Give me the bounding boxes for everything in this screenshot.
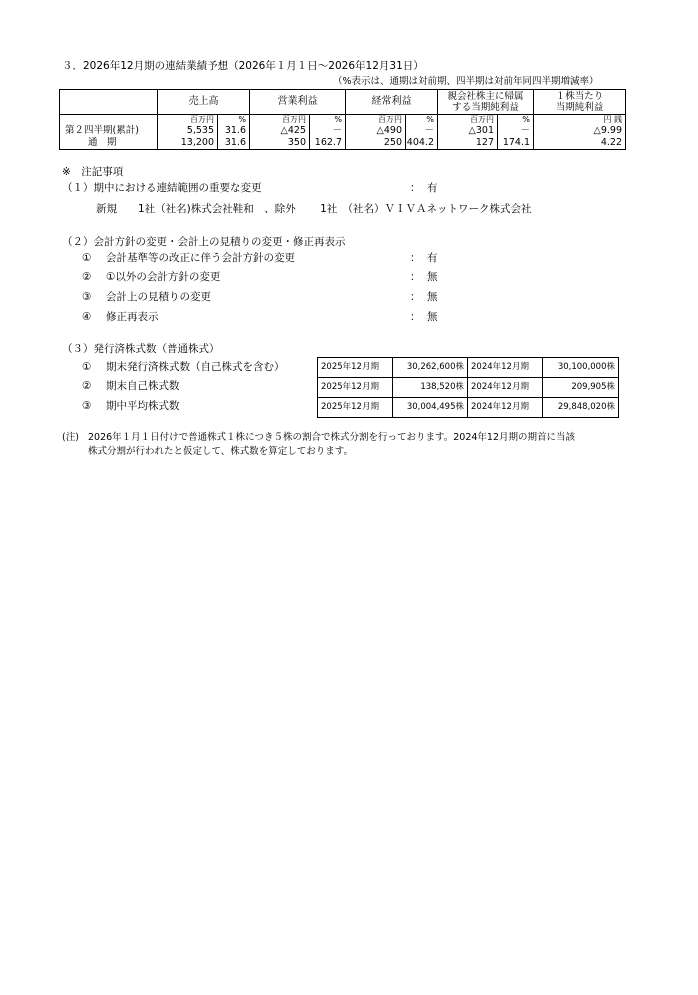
table-row xyxy=(318,378,619,398)
shares-period-prior: 2024年12月期 xyxy=(468,398,543,418)
note-3-1-num: ① xyxy=(82,361,92,373)
shares-table xyxy=(317,357,619,418)
note-2-2-text: ①以外の会計方針の変更 xyxy=(106,271,221,283)
table-row xyxy=(318,358,619,378)
header-eps-line1: １株当たり xyxy=(555,91,604,102)
note-2-1-colon: ： xyxy=(410,252,421,264)
unit-sales: 百万円 xyxy=(158,115,218,126)
net-value: △301 xyxy=(438,125,498,137)
shares-period-prior: 2024年12月期 xyxy=(468,358,543,378)
note-2-3-text: 会計上の見積りの変更 xyxy=(106,291,211,303)
sales-value: 5,535 xyxy=(158,125,218,137)
header-ordinary-profit: 経常利益 xyxy=(346,90,438,115)
note-2-1-num: ① xyxy=(82,252,92,264)
note-3-2-num: ② xyxy=(82,380,92,392)
percent-note: （%表示は、通期は対前期、四半期は対前年同四半期増減率） xyxy=(333,76,599,87)
note-1-colon: ： xyxy=(410,182,421,194)
unit-ord-pct: % xyxy=(406,115,438,126)
unit-op: 百万円 xyxy=(250,115,310,126)
unit-net-pct: % xyxy=(498,115,534,126)
forecast-table xyxy=(59,89,626,150)
table-row xyxy=(318,398,619,418)
row-label: 第２四半期(累計) xyxy=(60,125,158,137)
section-3-title: ３．2026年12月期の連結業績予想（2026年１月１日～2026年12月31日） xyxy=(62,60,424,72)
note-2-2-value: 無 xyxy=(427,271,438,283)
shares-period-current: 2025年12月期 xyxy=(318,398,393,418)
shares-value-current: 138,520株 xyxy=(393,378,468,398)
notes-header: ※ 注記事項 xyxy=(62,166,124,178)
sales-pct: 31.6 xyxy=(218,125,250,137)
note-2-2-num: ② xyxy=(82,271,92,283)
forecast-header-row xyxy=(60,90,626,115)
unit-op-pct: % xyxy=(310,115,346,126)
net-pct: 174.1 xyxy=(498,137,534,150)
footnote-line-1: 2026年１月１日付けで普通株式１株につき５株の割合で株式分割を行っております。2024年12月期の期首に当該 xyxy=(88,432,575,443)
shares-value-prior: 29,848,020株 xyxy=(543,398,619,418)
shares-period-current: 2025年12月期 xyxy=(318,378,393,398)
row-label: 通 期 xyxy=(60,137,158,150)
unit-net: 百万円 xyxy=(438,115,498,126)
note-2-label: （２）会計方針の変更・会計上の見積りの変更・修正再表示 xyxy=(62,236,346,248)
note-2-3-num: ③ xyxy=(82,291,92,303)
unit-ord: 百万円 xyxy=(346,115,406,126)
note-2-4-text: 修正再表示 xyxy=(106,311,159,323)
eps-value: 4.22 xyxy=(534,137,626,150)
table-row xyxy=(60,137,626,150)
ordinary-value: △490 xyxy=(346,125,406,137)
ordinary-pct: － xyxy=(406,125,438,137)
net-pct: － xyxy=(498,125,534,137)
header-blank xyxy=(60,90,158,115)
header-sales: 売上高 xyxy=(158,90,250,115)
header-eps-line2: 当期純利益 xyxy=(555,102,604,113)
operating-pct: － xyxy=(310,125,346,137)
ordinary-pct: 404.2 xyxy=(406,137,438,150)
table-row xyxy=(60,125,626,137)
header-net-income-line1: 親会社株主に帰属 xyxy=(447,91,524,102)
header-operating-profit: 営業利益 xyxy=(250,90,346,115)
note-3-label: （３）発行済株式数（普通株式） xyxy=(62,343,220,355)
net-value: 127 xyxy=(438,137,498,150)
unit-row xyxy=(60,115,626,126)
operating-value: 350 xyxy=(250,137,310,150)
unit-eps: 円 銭 xyxy=(534,115,626,126)
note-3-1-text: 期末発行済株式数（自己株式を含む） xyxy=(106,361,285,373)
shares-value-prior: 30,100,000株 xyxy=(543,358,619,378)
eps-value: △9.99 xyxy=(534,125,626,137)
note-2-3-colon: ： xyxy=(410,291,421,303)
note-1-detail: 新規 1社（社名)株式会社鞋和 、除外 1社 （社名）ＶＩＶＡネットワーク株式会社 xyxy=(96,203,532,215)
shares-value-current: 30,004,495株 xyxy=(393,398,468,418)
footnote-line-2: 株式分割が行われたと仮定して、株式数を算定しております。 xyxy=(88,446,354,457)
ordinary-value: 250 xyxy=(346,137,406,150)
sales-value: 13,200 xyxy=(158,137,218,150)
header-net-income xyxy=(438,90,534,115)
note-2-4-colon: ： xyxy=(410,311,421,323)
note-3-3-num: ③ xyxy=(82,400,92,412)
note-1-value: 有 xyxy=(427,182,438,194)
footnote-mark: (注) xyxy=(62,432,79,443)
operating-value: △425 xyxy=(250,125,310,137)
note-3-2-text: 期末自己株式数 xyxy=(106,380,180,392)
note-1-label: （１）期中における連結範囲の重要な変更 xyxy=(62,182,262,194)
shares-period-current: 2025年12月期 xyxy=(318,358,393,378)
header-eps xyxy=(534,90,626,115)
shares-period-prior: 2024年12月期 xyxy=(468,378,543,398)
shares-value-prior: 209,905株 xyxy=(543,378,619,398)
note-2-2-colon: ： xyxy=(410,271,421,283)
shares-value-current: 30,262,600株 xyxy=(393,358,468,378)
header-net-income-line2: する当期純利益 xyxy=(452,102,519,113)
note-2-4-num: ④ xyxy=(82,311,92,323)
note-2-1-value: 有 xyxy=(427,252,438,264)
unit-sales-pct: % xyxy=(218,115,250,126)
note-2-1-text: 会計基準等の改正に伴う会計方針の変更 xyxy=(106,252,295,264)
sales-pct: 31.6 xyxy=(218,137,250,150)
note-3-3-text: 期中平均株式数 xyxy=(106,400,180,412)
note-2-4-value: 無 xyxy=(427,311,438,323)
note-2-3-value: 無 xyxy=(427,291,438,303)
unit-blank xyxy=(60,115,158,126)
operating-pct: 162.7 xyxy=(310,137,346,150)
